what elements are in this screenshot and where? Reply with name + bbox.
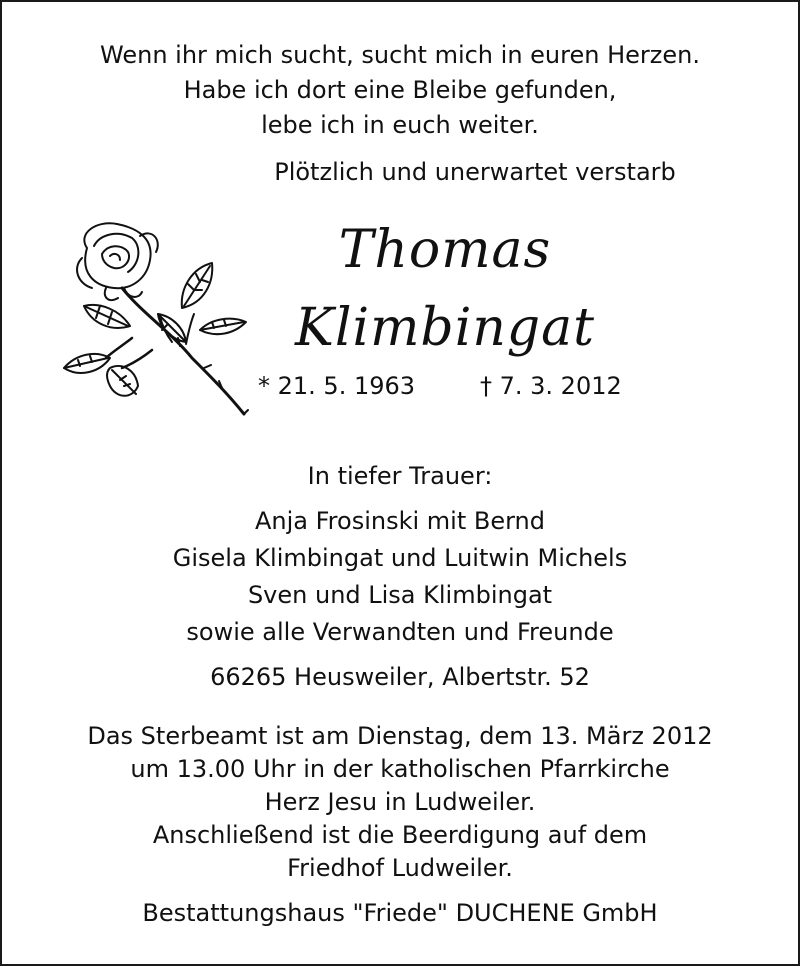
mourners-list — [0, 506, 800, 654]
service-line: Anschließend ist die Beerdigung auf dem — [152, 821, 648, 849]
service-line: Herz Jesu in Ludweiler. — [264, 788, 536, 816]
service-line: Das Sterbeamt ist am Dienstag, dem 13. März 2012 — [87, 722, 713, 750]
mourner-line: Anja Frosinski mit Bernd — [254, 507, 545, 535]
birth-date: * 21. 5. 1963 — [258, 372, 416, 400]
verse-line: lebe ich in euch weiter. — [261, 111, 539, 139]
service-line: Friedhof Ludweiler. — [287, 854, 513, 882]
death-date: † 7. 3. 2012 — [480, 372, 622, 400]
service-line: um 13.00 Uhr in der katholischen Pfarrkirche — [130, 755, 670, 783]
memorial-verse — [0, 40, 800, 145]
verse-line: Habe ich dort eine Bleibe gefunden, — [183, 76, 617, 104]
funeral-home: Bestattungshaus "Friede" DUCHENE GmbH — [142, 899, 658, 927]
family-address: 66265 Heusweiler, Albertstr. 52 — [210, 663, 590, 691]
mourner-line: Sven und Lisa Klimbingat — [247, 581, 553, 609]
mourning-heading: In tiefer Trauer: — [307, 462, 493, 490]
deceased-last-name: Klimbingat — [294, 298, 595, 358]
deceased-first-name: Thomas — [338, 220, 552, 280]
verse-line: Wenn ihr mich sucht, sucht mich in euren Herzen. — [100, 41, 700, 69]
death-announcement-intro: Plötzlich und unerwartet verstarb — [274, 158, 676, 186]
rose-icon — [62, 218, 252, 418]
mourner-line: Gisela Klimbingat und Luitwin Michels — [172, 544, 628, 572]
mourner-line: sowie alle Verwandten und Freunde — [186, 618, 614, 646]
funeral-service-details — [0, 721, 800, 886]
